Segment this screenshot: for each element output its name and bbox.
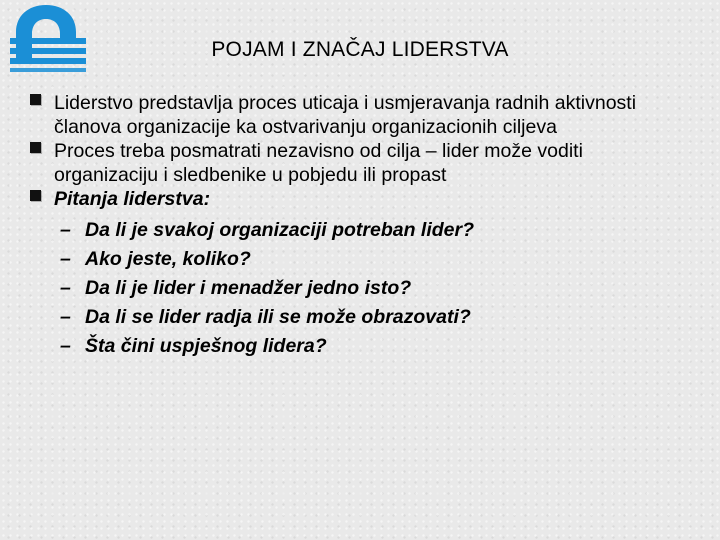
question-item [30, 274, 690, 303]
question-item [30, 332, 690, 361]
bullet-text: Liderstvo predstavlja proces uticaja i usmjeravanja radnih aktivnosti članova organizacije ka ostvarivanju organizacionih ciljeva [54, 92, 637, 138]
bullet-text: Proces treba posmatrati nezavisno od cilja – lider može voditi organizaciju i sledbenike u pobjedu ili propast [54, 140, 583, 186]
bullet-item-definition [30, 91, 690, 139]
question-list [30, 216, 690, 361]
square-bullet-icon [30, 190, 41, 201]
question-item [30, 216, 690, 245]
dash-marker: – [60, 335, 71, 357]
dash-marker: – [60, 219, 71, 241]
bullet-item-questions [30, 187, 690, 211]
question-item [30, 303, 690, 332]
dash-marker: – [60, 277, 71, 299]
question-text: Da li se lider radja ili se može obrazovati? [85, 306, 471, 328]
bullet-list [30, 91, 690, 361]
square-bullet-icon [30, 142, 41, 153]
question-item [30, 245, 690, 274]
question-text: Da li je lider i menadžer jedno isto? [85, 277, 412, 299]
bullet-item-process [30, 139, 690, 187]
question-text: Da li je svakoj organizaciji potreban lider? [85, 219, 475, 241]
question-text: Šta čini uspješnog lidera? [85, 335, 327, 357]
page-title: POJAM I ZNAČAJ LIDERSTVA [211, 38, 509, 61]
bullet-text: Pitanja liderstva: [54, 188, 211, 210]
dash-marker: – [60, 248, 71, 270]
square-bullet-icon [30, 94, 41, 105]
dash-marker: – [60, 306, 71, 328]
question-text: Ako jeste, koliko? [85, 248, 251, 270]
